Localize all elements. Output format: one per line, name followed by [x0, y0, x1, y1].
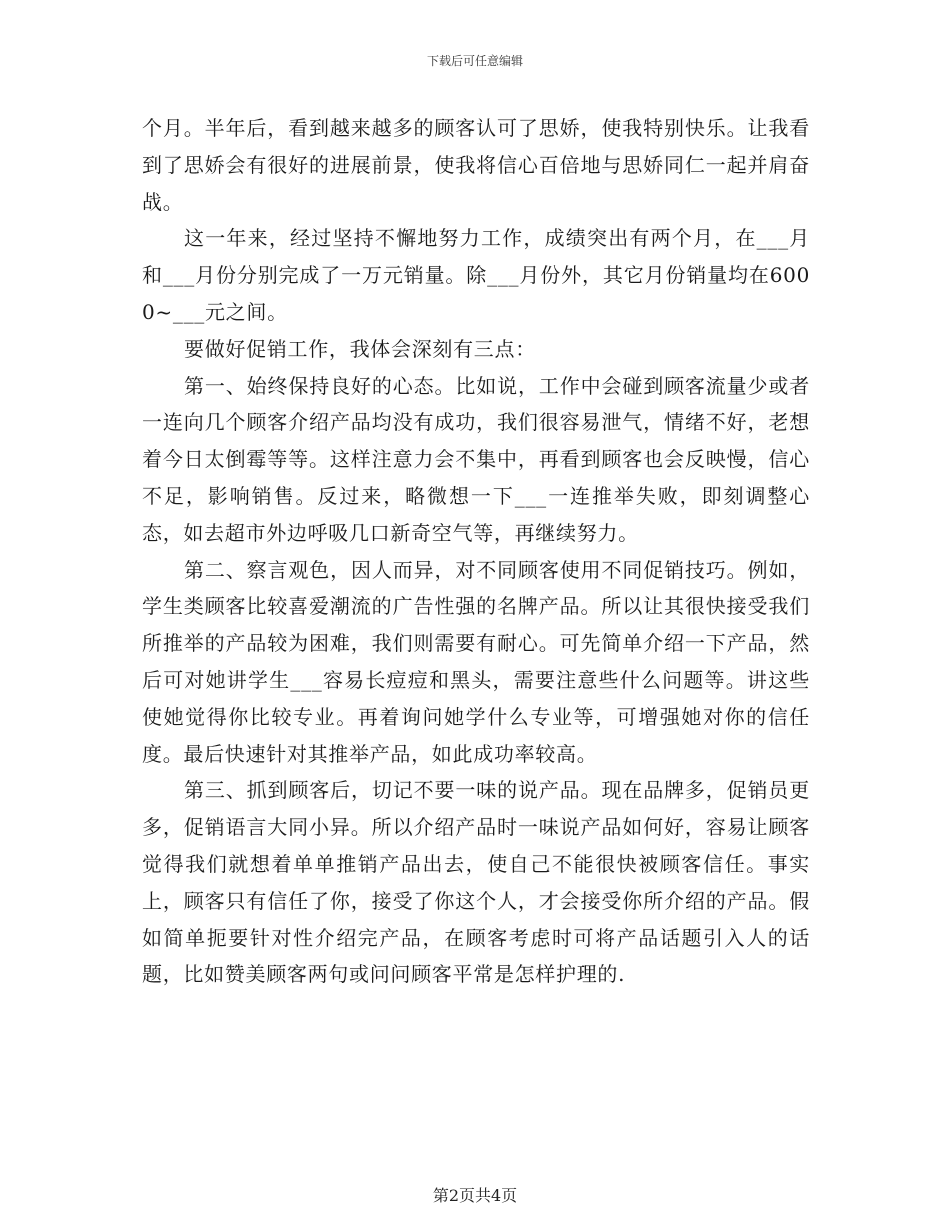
- paragraph-three-points-intro: 要做好促销工作，我体会深刻有三点：: [184, 336, 536, 361]
- paragraph-continuation: 个月。半年后，看到越来越多的顾客认可了思娇，使我特别快乐。让我看到了思娇会有很好的进展前景，使我将信心百倍地与思娇同仁一起并肩奋战。: [142, 116, 810, 214]
- paragraph-sales-summary: 这一年来，经过坚持不懈地努力工作，成绩突出有两个月，在___月和___月份分别完成了一万元销量。除___月份外，其它月份销量均在6000~___元之间。: [142, 226, 810, 324]
- paragraph-point-three: 第三、抓到顾客后，切记不要一味的说产品。现在品牌多，促销员更多，促销语言大同小异。所以介绍产品时一味说产品如何好，容易让顾客觉得我们就想着单单推销产品出去，使自己不能很快被顾客信任。事实上，顾客只有信任了你，接受了你这个人，才会接受你所介绍的产品。假如简单扼要针对性介绍完产品，在顾客考虑时可将产品话题引入人的话题，比如赞美顾客两句或问问顾客平常是怎样护理的.: [142, 778, 810, 987]
- page-header: 下载后可任意编辑: [426, 54, 523, 68]
- paragraph-point-one: 第一、始终保持良好的心态。比如说，工作中会碰到顾客流量少或者一连向几个顾客介绍产品均没有成功，我们很容易泄气，情绪不好，老想着今日太倒霉等等。这样注意力会不集中，再看到顾客也会反映慢，信心不足，影响销售。反过来，略微想一下___一连推举失败，即刻调整心态，如去超市外边呼吸几口新奇空气等，再继续努力。: [142, 373, 810, 545]
- document-body: [142, 110, 810, 993]
- page-footer: 第2页共4页: [432, 1186, 518, 1205]
- paragraph-point-two: 第二、察言观色，因人而异，对不同顾客使用不同促销技巧。例如，学生类顾客比较喜爱潮流的广告性强的名牌产品。所以让其很快接受我们所推举的产品较为困难，我们则需要有耐心。可先简单介绍一下产品，然后可对她讲学生___容易长痘痘和黑头，需要注意些什么问题等。讲这些使她觉得你比较专业。再着询问她学什么专业等，可增强她对你的信任度。最后快速针对其推举产品，如此成功率较高。: [142, 557, 810, 766]
